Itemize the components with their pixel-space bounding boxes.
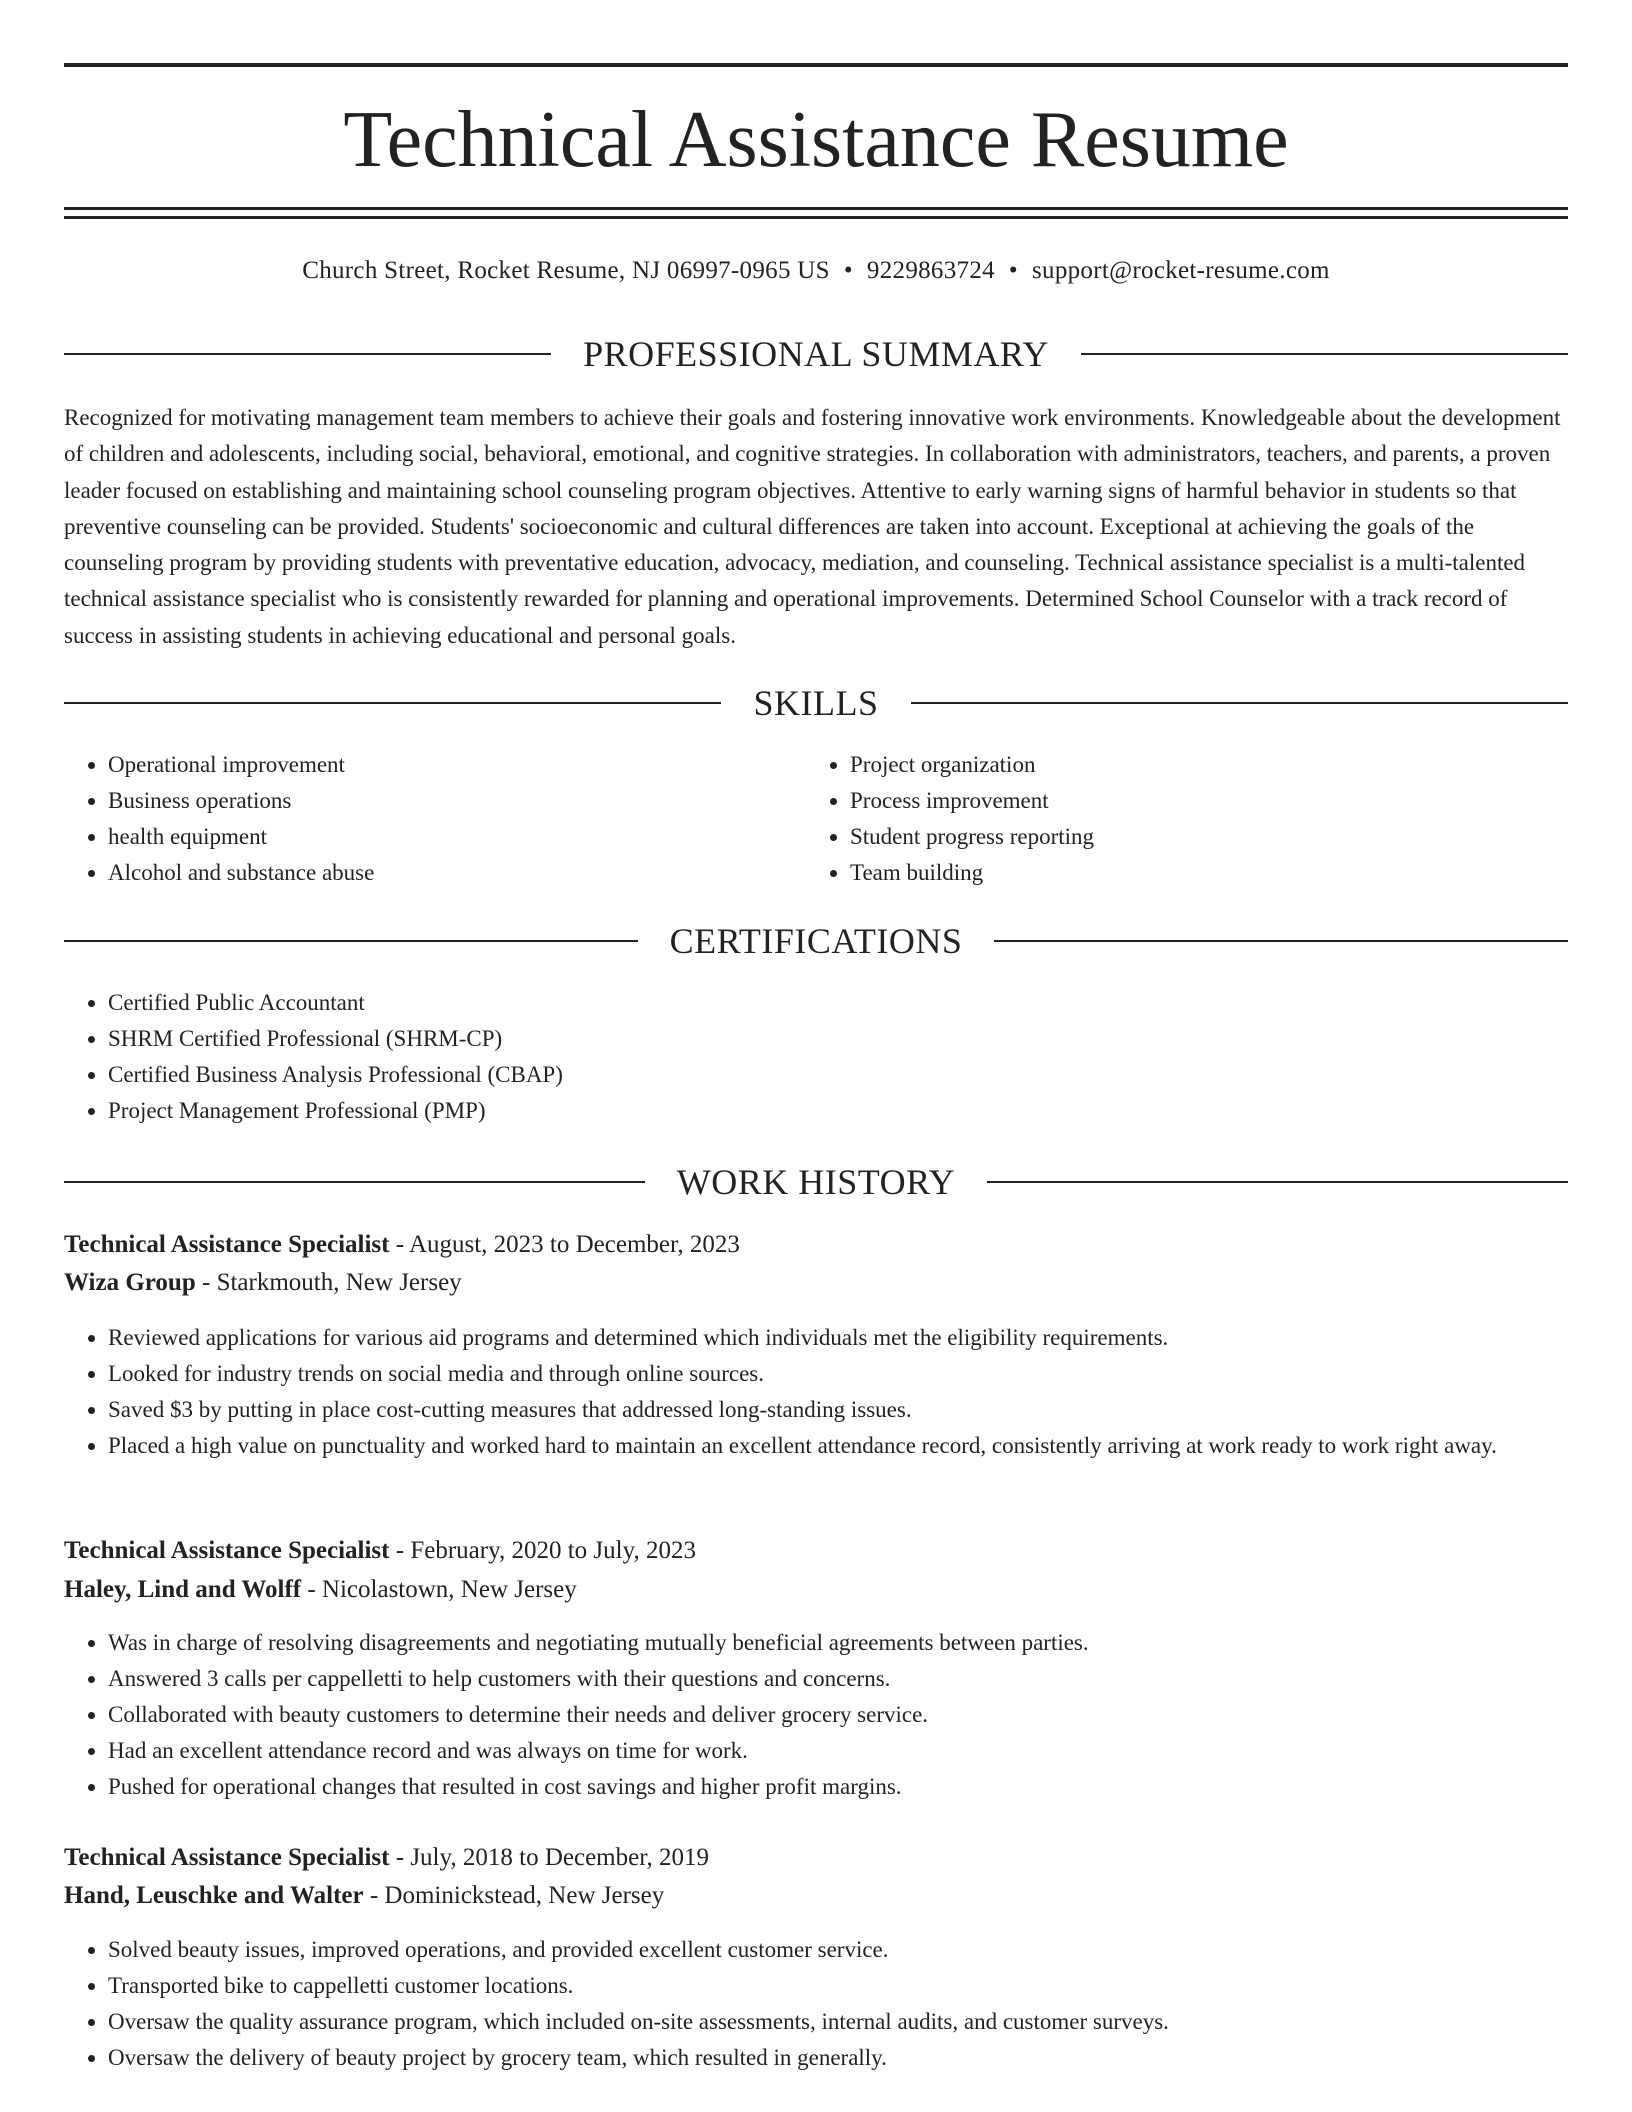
certification-item: • Project Management Professional (PMP) [108, 1093, 1064, 1129]
job-bullets [64, 1625, 1568, 1805]
header-top-rule [64, 63, 1568, 67]
skill-item: • Process improvement [850, 783, 1506, 819]
job-bullet: • Oversaw the quality assurance program, which included on-site assessments, internal audits, and customer surveys. [108, 2004, 1568, 2040]
job-bullet: • Saved $3 by putting in place cost-cutting measures that addressed long-standing issues. [108, 1392, 1568, 1428]
job-bullet: • Placed a high value on punctuality and worked hard to maintain an excellent attendance record, consistently arriving at work ready to work right away. [108, 1428, 1568, 1464]
job-company-line [64, 1571, 1568, 1609]
contact-line [64, 254, 1568, 288]
job-company: Haley, Lind and Wolff [64, 1576, 302, 1603]
certification-item: • SHRM Certified Professional (SHRM-CP) [108, 1021, 1064, 1057]
skill-item: • Alcohol and substance abuse [108, 855, 764, 891]
job-bullet: • Transported bike to cappelletti customer locations. [108, 1968, 1568, 2004]
skill-item: • Business operations [108, 783, 764, 819]
job-company-line [64, 1264, 1568, 1302]
section-title: WORK HISTORY [645, 1162, 987, 1202]
section-heading-certifications [64, 921, 1568, 961]
certification-item: • Certified Public Accountant [108, 985, 1064, 1021]
job-bullet: • Looked for industry trends on social media and through online sources. [108, 1356, 1568, 1392]
job-bullet: • Collaborated with beauty customers to determine their needs and deliver grocery service. [108, 1697, 1568, 1733]
job-bullet: • Had an excellent attendance record and was always on time for work. [108, 1733, 1568, 1769]
section-title: CERTIFICATIONS [638, 921, 995, 961]
skill-item: • Student progress reporting [850, 819, 1506, 855]
header-double-rule-lower [64, 216, 1568, 219]
skill-item: • Project organization [850, 747, 1506, 783]
job-title-line [64, 1532, 1568, 1570]
job-bullet: • Was in charge of resolving disagreements and negotiating mutually beneficial agreements between parties. [108, 1625, 1568, 1661]
section-title: SKILLS [721, 683, 910, 723]
job-title-line [64, 1839, 1568, 1877]
job-title: Technical Assistance Specialist [64, 1844, 390, 1871]
job-company: Wiza Group [64, 1269, 196, 1296]
job-title-line [64, 1226, 1568, 1264]
contact-separator: • [843, 257, 853, 284]
job-bullets [64, 1320, 1568, 1464]
section-title: PROFESSIONAL SUMMARY [551, 334, 1081, 374]
skills-right-column [806, 747, 1506, 891]
job-bullet: • Oversaw the delivery of beauty project by grocery team, which resulted in generally. [108, 2040, 1568, 2076]
certification-item: • Certified Business Analysis Professional (CBAP) [108, 1057, 1064, 1093]
job-bullet: • Pushed for operational changes that resulted in cost savings and higher profit margins. [108, 1769, 1568, 1805]
job-bullet: • Solved beauty issues, improved operations, and provided excellent customer service. [108, 1932, 1568, 1968]
job-dates: - July, 2018 to December, 2019 [389, 1844, 710, 1871]
contact-email: support@rocket-resume.com [1031, 257, 1330, 284]
skills-left-column [64, 747, 764, 891]
section-heading-skills [64, 683, 1568, 723]
resume-title: Technical Assistance Resume [343, 96, 1289, 184]
contact-phone: 9229863724 [866, 257, 995, 284]
job-bullet: • Reviewed applications for various aid programs and determined which individuals met the eligibility requirements. [108, 1320, 1568, 1356]
job-dates: - February, 2020 to July, 2023 [389, 1537, 696, 1564]
job-company: Hand, Leuschke and Walter [64, 1882, 364, 1909]
summary-text: Recognized for motivating management team members to achieve their goals and fostering innovative work environments. Knowledgeable about the development of children and adolescents, including social, behavioral, emotional, and cognitive strategies. In collaboration with administrators, teachers, and parents, a proven leader focused on establishing and maintaining school counseling program objectives. Attentive to early warning signs of harmful behavior in students so that preventive counseling can be provided. Students' socioeconomic and cultural differences are taken into account. Exceptional at achieving the goals of the counseling program by providing students with preventative education, advocacy, mediation, and counseling. Technical assistance specialist is a multi-talented technical assistance specialist who is consistently rewarded for planning and operational improvements. Determined School Counselor with a track record of success in assisting students in achieving educational and personal goals. [64, 405, 1561, 648]
certifications-list [64, 985, 1064, 1129]
job-location: - Nicolastown, New Jersey [301, 1576, 577, 1603]
contact-address: Church Street, Rocket Resume, NJ 06997-0965 US [302, 257, 830, 284]
job-title: Technical Assistance Specialist [64, 1231, 390, 1258]
section-heading-summary [64, 334, 1568, 374]
job-company-line [64, 1877, 1568, 1915]
job-location: - Dominickstead, New Jersey [363, 1882, 665, 1909]
job-dates: - August, 2023 to December, 2023 [389, 1231, 740, 1258]
job-bullet: • Answered 3 calls per cappelletti to help customers with their questions and concerns. [108, 1661, 1568, 1697]
contact-separator: • [1008, 257, 1018, 284]
job-title: Technical Assistance Specialist [64, 1537, 390, 1564]
skill-item: • Team building [850, 855, 1506, 891]
job-location: - Starkmouth, New Jersey [195, 1269, 462, 1296]
skill-item: • Operational improvement [108, 747, 764, 783]
skill-item: • health equipment [108, 819, 764, 855]
section-heading-work-history [64, 1162, 1568, 1202]
job-bullets [64, 1932, 1568, 2076]
header-double-rule-upper [64, 207, 1568, 210]
